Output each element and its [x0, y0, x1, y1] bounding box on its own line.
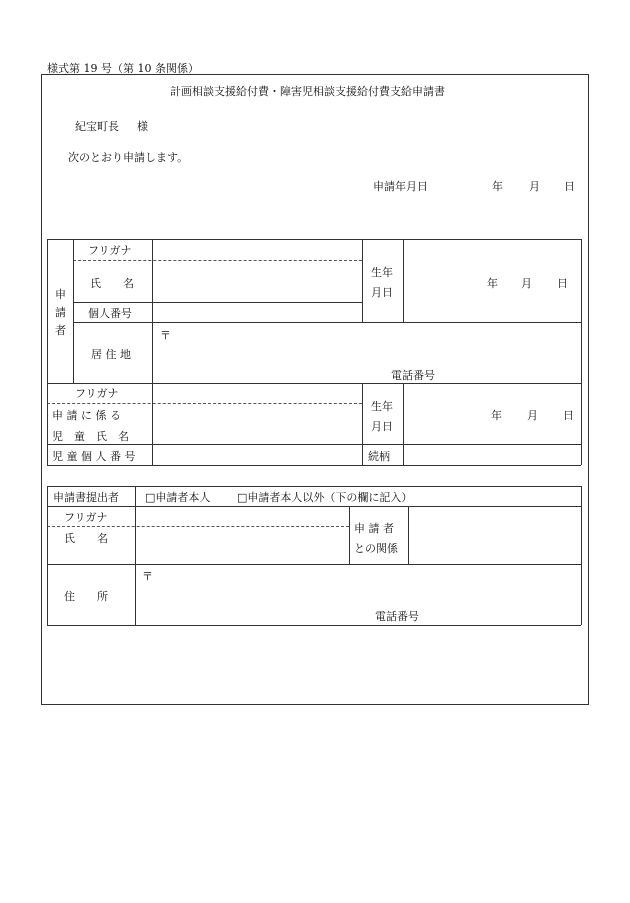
- child-relationship-label: 続柄: [368, 450, 390, 463]
- submitter-relation-label-2: との関係: [354, 542, 398, 555]
- submitter-label: 申請書提出者: [53, 491, 119, 504]
- submitter-furigana-label: フリガナ: [64, 511, 108, 524]
- applicant-birth-year: 年: [487, 277, 498, 290]
- applicant-side-label-1: 申: [55, 288, 66, 301]
- child-name-label-2: 児 童 氏 名: [52, 430, 129, 443]
- form-number: 様式第 19 号（第 10 条関係）: [47, 62, 199, 75]
- child-furigana-label: フリガナ: [75, 387, 119, 400]
- date-day: 日: [564, 180, 575, 193]
- addressee-name: 紀宝町長: [75, 120, 119, 133]
- applicant-birth-label-1: 生年: [371, 266, 393, 279]
- intro-text: 次のとおり申請します。: [68, 151, 189, 164]
- date-label: 申請年月日: [373, 180, 428, 193]
- outer-frame: [41, 74, 589, 705]
- addressee: [75, 121, 148, 132]
- applicant-side-label-2: 請: [55, 306, 66, 319]
- child-name-label-1: 申 請 に 係 る: [52, 409, 121, 422]
- submitter-name-label: 氏 名: [64, 532, 108, 545]
- applicant-side-label-3: 者: [55, 324, 66, 337]
- applicant-phone-label: 電話番号: [391, 369, 435, 382]
- date-month: 月: [529, 180, 540, 193]
- applicant-furigana-label: フリガナ: [88, 244, 132, 257]
- submitter-address-label: 住 所: [64, 590, 108, 603]
- form-title: 計画相談支援給付費・障害児相談支援給付費支給申請書: [170, 85, 445, 98]
- date-year: 年: [492, 180, 503, 193]
- applicant-birth-month: 月: [521, 277, 532, 290]
- applicant-birth-day: 日: [557, 277, 568, 290]
- submitter-postal-mark: 〒: [142, 570, 153, 583]
- applicant-personal-number-label: 個人番号: [88, 307, 132, 320]
- child-birth-year: 年: [491, 409, 502, 422]
- applicant-address-label: 居 住 地: [91, 348, 131, 361]
- applicant-birth-label-2: 月日: [371, 286, 393, 299]
- submitter-option-self[interactable]: □申請者本人: [145, 491, 211, 504]
- applicant-postal-mark: 〒: [160, 329, 171, 342]
- addressee-suffix: 様: [137, 120, 148, 133]
- submitter-relation-label-1: 申 請 者: [354, 522, 394, 535]
- child-birth-label-2: 月日: [371, 420, 393, 433]
- submitter-phone-label: 電話番号: [375, 610, 419, 623]
- child-birth-label-1: 生年: [371, 400, 393, 413]
- applicant-name-label: 氏 名: [90, 277, 134, 290]
- child-birth-day: 日: [563, 409, 574, 422]
- child-personal-number-label: 児 童 個 人 番 号: [52, 450, 136, 463]
- child-birth-month: 月: [527, 409, 538, 422]
- submitter-option-other[interactable]: □申請者本人以外（下の欄に記入）: [237, 491, 413, 504]
